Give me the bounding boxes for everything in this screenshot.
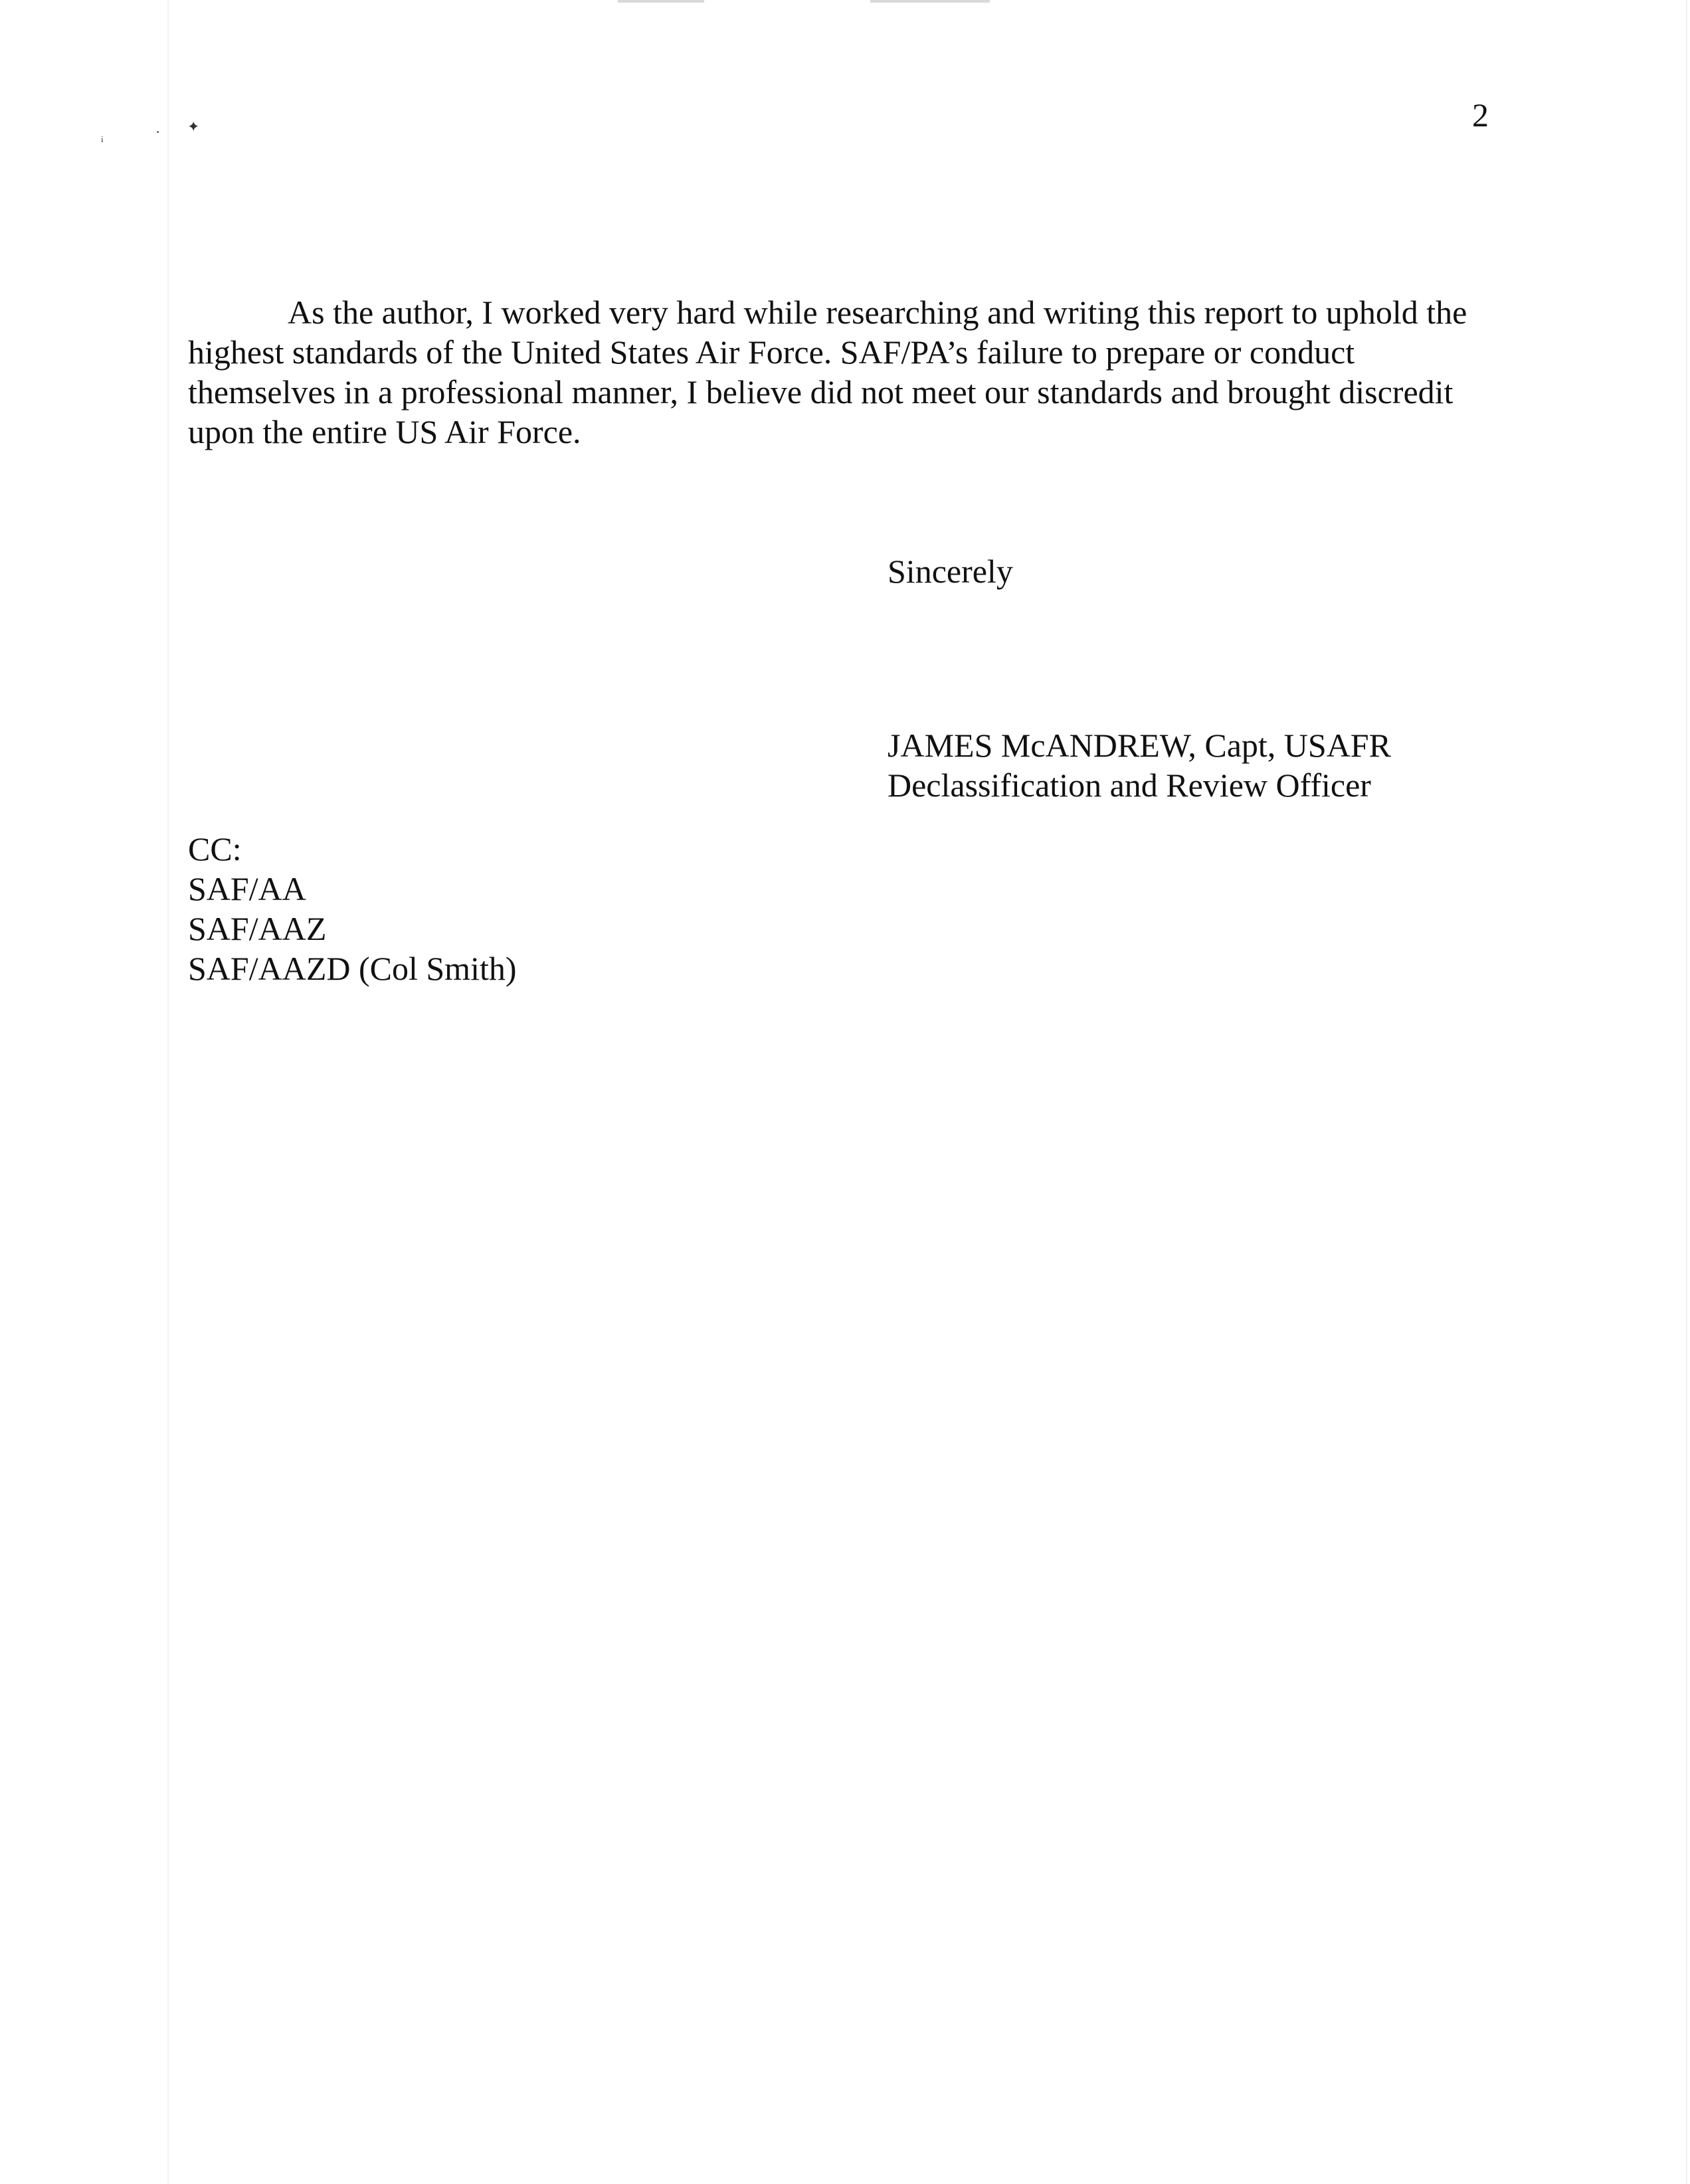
cc-label: CC:: [188, 830, 242, 867]
scan-artifact: [618, 0, 704, 3]
body-line: upon the entire US Air Force.: [188, 413, 581, 450]
scan-speck: ·: [155, 124, 161, 140]
cc-recipient: SAF/AAZD (Col Smith): [188, 950, 517, 987]
cc-recipient: SAF/AA: [188, 870, 306, 907]
scan-artifact: [870, 0, 990, 3]
body-line: highest standards of the United States Air Force. SAF/PA’s failure to prepare or conduct: [188, 333, 1355, 371]
body-line: As the author, I worked very hard while researching and writing this report to uphold the: [288, 294, 1467, 331]
scan-speck: ᵢ: [101, 128, 104, 144]
page-number: 2: [1472, 96, 1489, 134]
closing-salutation: Sincerely: [888, 553, 1013, 590]
signer-title: Declassification and Review Officer: [888, 767, 1371, 804]
cc-list: [188, 829, 517, 988]
body-line: themselves in a professional manner, I believe did not meet our standards and brought discredit: [188, 373, 1454, 410]
signer-name: JAMES McANDREW, Capt, USAFR: [888, 727, 1391, 764]
scan-shadow-right: [1686, 0, 1687, 2184]
body-paragraph: [188, 292, 1490, 452]
cc-recipient: SAF/AAZ: [188, 910, 327, 947]
scan-speck: ✦: [187, 118, 200, 135]
signature-block: [888, 725, 1391, 805]
scan-shadow-left: [167, 0, 169, 2184]
